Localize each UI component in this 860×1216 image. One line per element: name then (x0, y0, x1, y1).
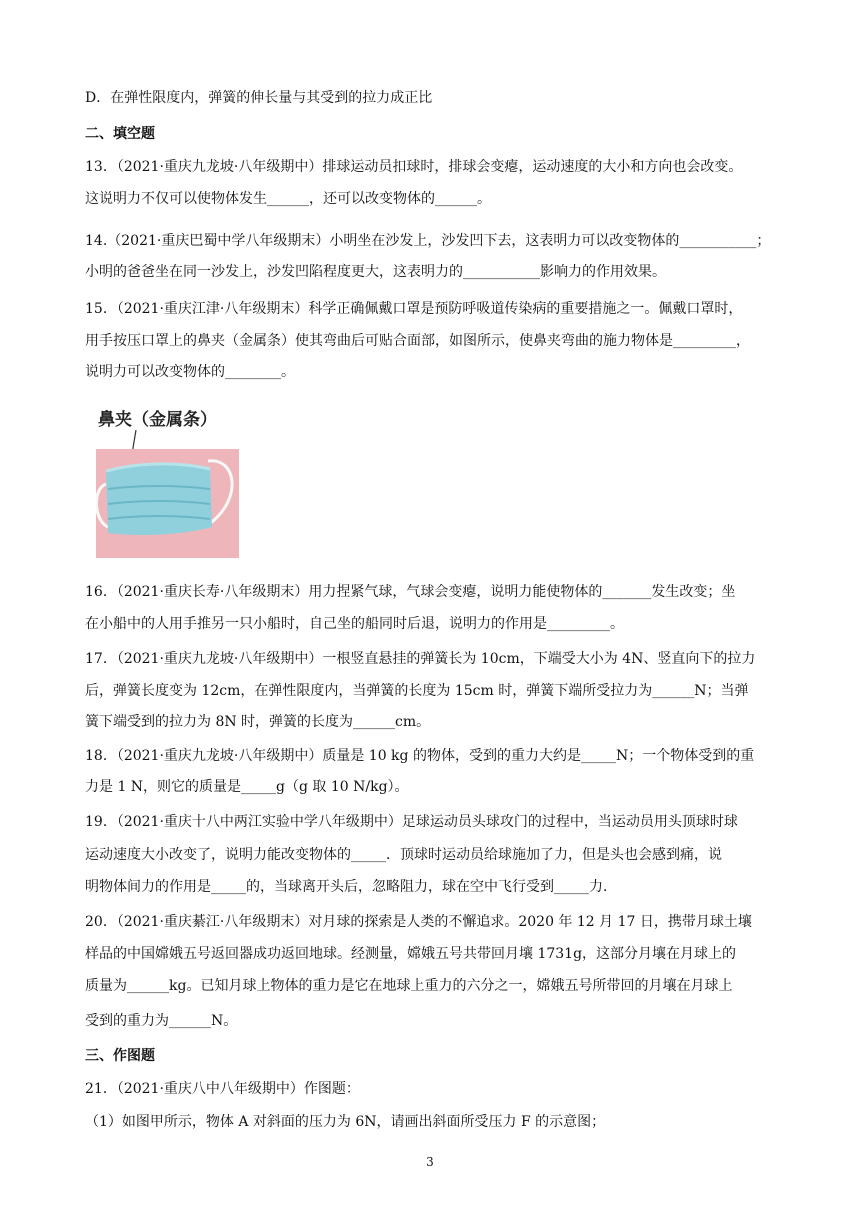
option-d: D．在弹性限度内，弹簧的伸长量与其受到的拉力成正比 (85, 90, 433, 106)
question-20-line-1: 20．（2021·重庆綦江·八年级期末）对月球的探索是人类的不懈追求。2020 年 12 月 17 日，携带月球土壤 (85, 914, 752, 930)
question-15-line-1: 15．（2021·重庆江津·八年级期末）科学正确佩戴口罩是预防呼吸道传染病的重要措施之一。佩戴口罩时， (85, 301, 743, 317)
question-14-line-1: 14.（2021·重庆巴蜀中学八年级期末）小明坐在沙发上，沙发凹下去，这表明力可以改变物体的___________； (85, 233, 771, 249)
question-20-line-3: 质量为______kg。已知月球上物体的重力是它在地球上重力的六分之一，嫦娥五号所带回的月壤在月球上 (85, 978, 733, 994)
page-number: 3 (426, 1155, 434, 1169)
question-20-line-4: 受到的重力为______N。 (85, 1013, 238, 1029)
question-17-line-3: 簧下端受到的拉力为 8N 时，弹簧的长度为______cm。 (85, 714, 431, 730)
question-13-line-1: 13．（2021·重庆九龙坡·八年级期中）排球运动员扣球时，排球会变瘪，运动速度的大小和方向也会改变。 (85, 159, 743, 175)
question-18-line-1: 18．（2021·重庆九龙坡·八年级期中）质量是 10 kg 的物体，受到的重力大约是_____N；一个物体受到的重 (85, 748, 755, 764)
surgical-mask-image (96, 449, 239, 558)
question-18-line-2: 力是 1 N，则它的质量是_____g（g 取 10 N/kg）。 (85, 779, 409, 795)
question-16-line-1: 16．（2021·重庆长寿·八年级期末）用力捏紧气球，气球会变瘪，说明力能使物体的_______发生改变；坐 (85, 584, 736, 600)
figure-label: 鼻夹（金属条） (98, 410, 217, 430)
question-15-line-2: 用手按压口罩上的鼻夹（金属条）使其弯曲后可贴合面部，如图所示，使鼻夹弯曲的施力物体是_________， (85, 333, 750, 349)
question-16-line-2: 在小船中的人用手推另一只小船时，自己坐的船同时后退，说明力的作用是_________。 (85, 616, 624, 632)
question-14-line-2: 小明的爸爸坐在同一沙发上，沙发凹陷程度更大，这表明力的___________影响力的作用效果。 (85, 264, 666, 280)
section-heading-fill-in: 二、填空题 (85, 126, 155, 142)
question-13-line-2: 这说明力不仅可以使物体发生______，还可以改变物体的______。 (85, 191, 491, 207)
question-20-line-2: 样品的中国嫦娥五号返回器成功返回地球。经测量，嫦娥五号共带回月壤 1731g，这部分月壤在月球上的 (85, 946, 737, 962)
question-21-line-2: （1）如图甲所示，物体 A 对斜面的压力为 6N，请画出斜面所受压力 F 的示意图； (85, 1114, 606, 1130)
question-17-line-1: 17．（2021·重庆九龙坡·八年级期中）一根竖直悬挂的弹簧长为 10cm，下端受大小为 4N、竖直向下的拉力 (85, 651, 756, 667)
question-19-line-3: 明物体间力的作用是_____的，当球离开头后，忽略阻力，球在空中飞行受到_____力． (85, 879, 617, 895)
question-21-line-1: 21．（2021·重庆八中八年级期中）作图题： (85, 1081, 360, 1097)
mask-photo (96, 449, 239, 558)
section-heading-drawing: 三、作图题 (85, 1048, 155, 1064)
question-17-line-2: 后，弹簧长度变为 12cm，在弹性限度内，当弹簧的长度为 15cm 时，弹簧下端所受拉力为______N；当弹 (85, 683, 749, 699)
question-19-line-1: 19．（2021·重庆十八中两江实验中学八年级期中）足球运动员头球攻门的过程中，当运动员用头顶球时球 (85, 814, 738, 830)
mask-figure (96, 401, 239, 558)
question-15-line-3: 说明力可以改变物体的________。 (85, 364, 295, 380)
question-19-line-2: 运动速度大小改变了，说明力能改变物体的_____．顶球时运动员给球施加了力，但是头也会感到痛，说 (85, 847, 722, 863)
